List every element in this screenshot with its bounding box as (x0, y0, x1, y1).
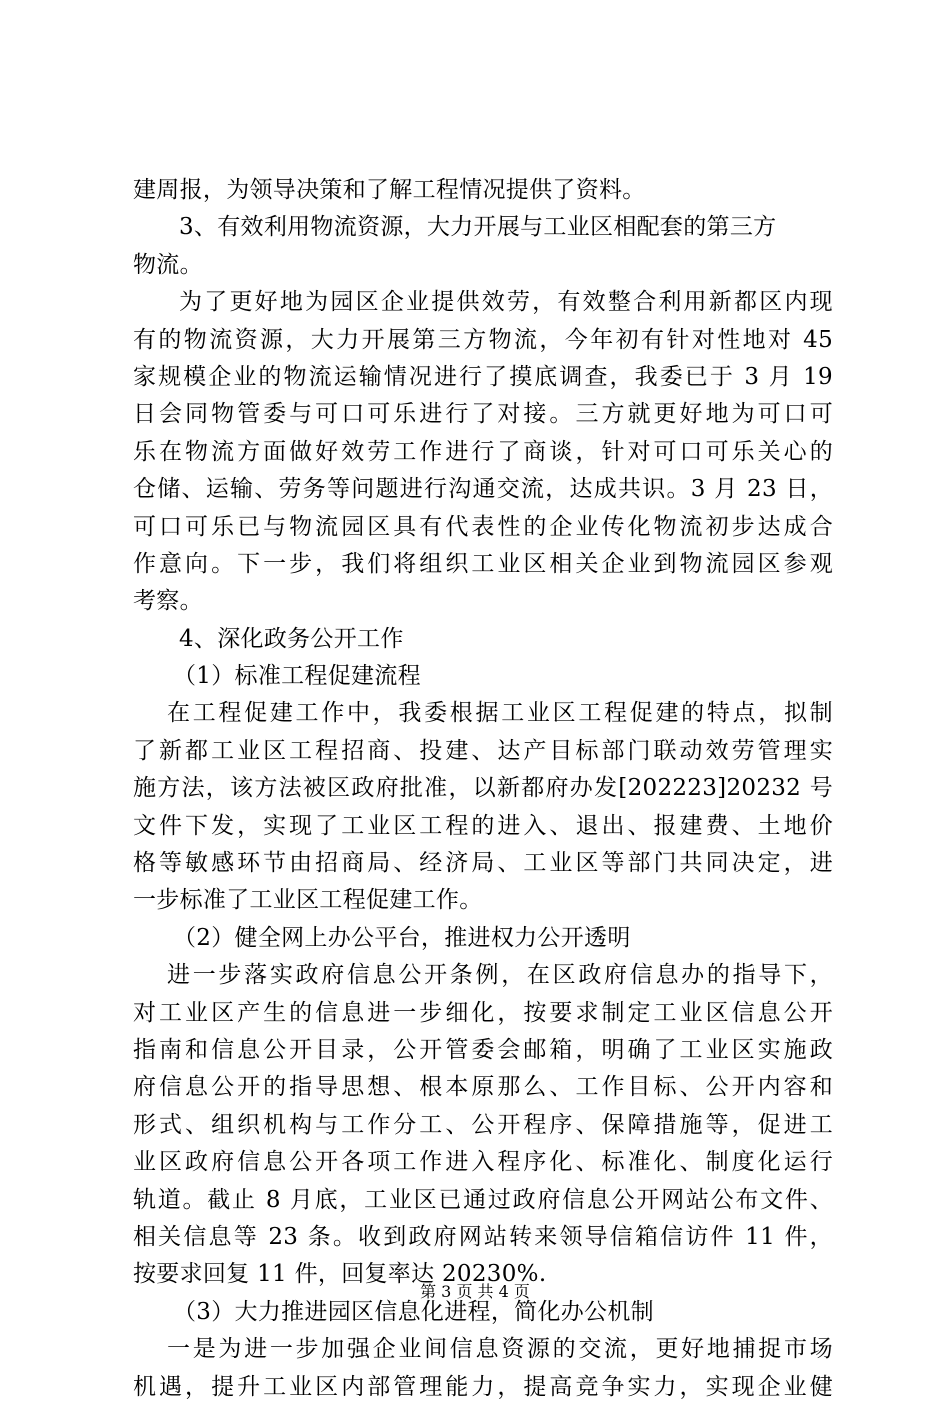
paragraph-line: 有的物流资源，大力开展第三方物流，今年初有针对性地对 45 (133, 326, 833, 353)
paragraph-line: 机遇，提升工业区内部管理能力，提高竞争实力，实现企业健 (133, 1373, 833, 1400)
paragraph-line: 可口可乐已与物流园区具有代表性的企业传化物流初步达成合 (133, 513, 833, 540)
paragraph-line: 仓储、运输、劳务等问题进行沟通交流，达成共识。3 月 23 日， (133, 476, 833, 503)
paragraph-line: 一步标准了工业区工程促建工作。 (133, 887, 483, 914)
paragraph-line: 指南和信息公开目录，公开管委会邮箱，明确了工业区实施政 (133, 1036, 833, 1063)
paragraph-line: 相关信息等 23 条。收到政府网站转来领导信箱信访件 11 件， (133, 1223, 833, 1250)
paragraph-line: 一是为进一步加强企业间信息资源的交流，更好地捕捉市场 (167, 1336, 833, 1363)
paragraph-line: 为了更好地为园区企业提供效劳，有效整合利用新都区内现 (179, 289, 833, 316)
section-heading: 3、有效利用物流资源，大力开展与工业区相配套的第三方 (179, 214, 777, 241)
subsection-heading: （1）标准工程促建流程 (173, 663, 421, 690)
section-heading: 4、深化政务公开工作 (179, 625, 404, 652)
paragraph-line: 在工程促建工作中，我委根据工业区工程促建的特点，拟制 (167, 700, 833, 727)
paragraph-line: 施方法，该方法被区政府批准，以新都府办发[202223]20232 号 (133, 775, 833, 802)
paragraph-line: 考察。 (133, 588, 203, 615)
document-body (133, 172, 833, 1406)
subsection-heading: （3）大力推进园区信息化进程，简化办公机制 (173, 1298, 654, 1325)
paragraph-line: 家规模企业的物流运输情况进行了摸底调查，我委已于 3 月 19 (133, 363, 833, 390)
paragraph-line: 格等敏感环节由招商局、经济局、工业区等部门共同决定，进 (133, 850, 833, 877)
paragraph-line: 作意向。下一步，我们将组织工业区相关企业到物流园区参观 (133, 550, 833, 577)
paragraph-line: 文件下发，实现了工业区工程的进入、退出、报建费、土地价 (133, 812, 833, 839)
text-line: 物流。 (133, 251, 203, 278)
paragraph-line: 形式、组织机构与工作分工、公开程序、保障措施等，促进工 (133, 1111, 833, 1138)
paragraph-line: 府信息公开的指导思想、根本原那么、工作目标、公开内容和 (133, 1074, 833, 1101)
paragraph-line: 轨道。截止 8 月底，工业区已通过政府信息公开网站公布文件、 (133, 1186, 833, 1213)
paragraph-line: 日会同物管委与可口可乐进行了对接。三方就更好地为可口可 (133, 401, 833, 428)
subsection-heading: （2）健全网上办公平台，推进权力公开透明 (173, 924, 631, 951)
paragraph-line: 业区政府信息公开各项工作进入程序化、标准化、制度化运行 (133, 1149, 833, 1176)
page-number-footer: 第 3 页 共 4 页 (420, 1282, 530, 1301)
text-line: 建周报，为领导决策和了解工程情况提供了资料。 (133, 177, 646, 203)
paragraph-line: 按要求回复 11 件，回复率达 20230%. (133, 1261, 547, 1288)
paragraph-line: 进一步落实政府信息公开条例，在区政府信息办的指导下， (167, 962, 833, 989)
paragraph-line: 对工业区产生的信息进一步细化，按要求制定工业区信息公开 (133, 999, 833, 1026)
paragraph-line: 了新都工业区工程招商、投建、达产目标部门联动效劳管理实 (133, 737, 833, 764)
paragraph-line: 乐在物流方面做好效劳工作进行了商谈，针对可口可乐关心的 (133, 438, 833, 465)
